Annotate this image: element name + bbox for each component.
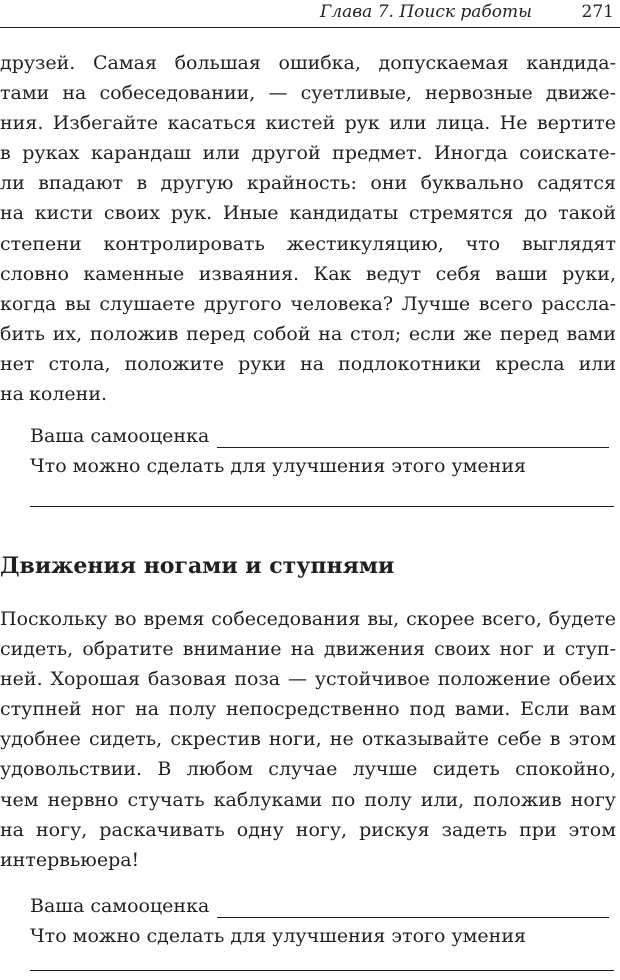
text-line: чем нервно стучать каблуками по полу или, положив ногу	[0, 788, 616, 811]
text-line: ступней ног на полу непосредственно под вами. Если вам	[0, 698, 616, 721]
text-line: в руках карандаш или другой предмет. Иногда соискате-	[0, 142, 616, 165]
text-line: словно каменные изваяния. Как ведут себя ваши руки,	[0, 262, 616, 285]
self-assessment-block	[30, 424, 614, 514]
chapter-title: Глава 7. Поиск работы	[320, 2, 532, 22]
text-line: тами на собеседовании, — суетливые, нервозные движе-	[0, 82, 616, 105]
text-line: на ногу, раскачивать одну ногу, рискуя задеть при этом	[0, 818, 616, 841]
self-rating-label: Ваша самооценка	[30, 895, 210, 917]
text-line: удобнее сидеть, скрестив ноги, не отказывайте себе в этом	[0, 728, 616, 751]
text-line: бить их, положив перед собой на стол; если же перед вами	[0, 322, 616, 345]
text-line: ли впадают в другую крайность: они буквально садятся	[0, 172, 616, 195]
text-line: на кисти своих рук. Иные кандидаты стремятся до такой	[0, 202, 616, 225]
self-rating-row	[30, 894, 609, 918]
text-line: друзей. Самая большая ошибка, допускаемая кандида-	[0, 52, 616, 74]
running-head	[0, 0, 620, 28]
self-rating-label: Ваша самооценка	[30, 425, 210, 447]
text-line: нет стола, положите руки на подлокотники кресла или	[0, 352, 616, 375]
improve-row	[30, 924, 526, 948]
self-rating-line[interactable]	[217, 897, 609, 918]
text-line: когда вы слушаете другого человека? Лучше всего рассла-	[0, 292, 616, 315]
text-line: на колени.	[0, 383, 108, 406]
section-heading: Движения ногами и ступнями	[0, 553, 395, 579]
text-line: ния. Избегайте касаться кистей рук или лица. Не вертите	[0, 112, 616, 135]
text-line: интервьюера!	[0, 848, 140, 871]
text-line: ней. Хорошая базовая поза — устойчивое положение обеих	[0, 668, 616, 691]
text-line: сидеть, обратите внимание на движения своих ног и ступ-	[0, 638, 616, 661]
improve-answer-line[interactable]	[30, 970, 614, 971]
improve-label: Что можно сделать для улучшения этого умения	[30, 455, 526, 477]
self-assessment-block	[30, 894, 614, 974]
self-rating-row	[30, 424, 609, 448]
text-line: степени контролировать жестикуляцию, что выглядят	[0, 232, 616, 255]
improve-answer-line[interactable]	[30, 506, 614, 507]
page-number: 271	[581, 2, 614, 22]
paragraph-hands	[0, 48, 616, 409]
improve-label: Что можно сделать для улучшения этого умения	[30, 925, 526, 947]
text-line: Поскольку во время собеседования вы, скорее всего, будете	[0, 608, 616, 630]
paragraph-feet	[0, 604, 616, 875]
improve-row	[30, 454, 526, 478]
text-line: удовольствии. В любом случае лучше сидеть спокойно,	[0, 758, 616, 781]
self-rating-line[interactable]	[217, 427, 609, 448]
